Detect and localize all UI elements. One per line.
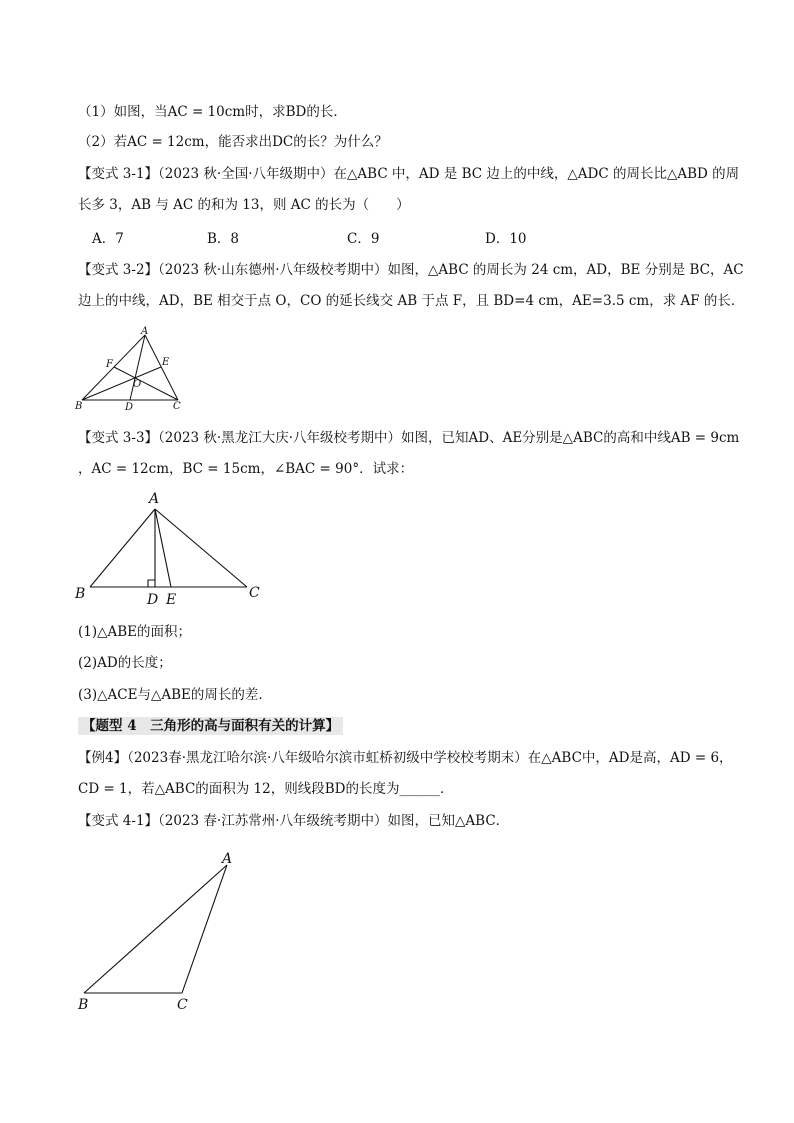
side-ab [90,509,155,587]
variant-3-2-line-2: 边上的中线，AD，BE 相交于点 O，CO 的延长线交 AB 于点 F，且 BD=4 cm，AE=3.5 cm，求 AF 的长． [78,293,745,309]
section-heading: 【题型 4 三角形的高与面积有关的计算】 [78,717,343,735]
label-a: A [149,491,160,507]
question-2: (2)AD的长度； [78,655,172,671]
label-a: A [222,851,233,867]
median-be [82,367,161,400]
label-c: C [177,997,188,1013]
question-1: (1)△ABE的面积； [78,624,192,640]
option-b: B．8 [207,231,240,247]
problem-part-1: （1）如图，当AC = 10cm时，求BD的长． [78,104,347,120]
median-ad [130,335,145,400]
right-angle-mark [148,580,155,587]
example-4-line-1: 【例4】（2023春·黑龙江哈尔滨·八年级哈尔滨市虹桥初级中学校校考期末）在△ABC中，AD是高，AD = 6， [78,750,733,766]
example-4-line-2: CD = 1，若△ABC的面积为 12，则线段BD的长度为______． [78,781,454,797]
label-o: O [133,379,142,390]
label-c: C [173,401,181,412]
figure-right-triangle [70,485,280,610]
label-e: E [162,357,170,368]
label-e: E [166,592,177,608]
variant-3-3-line-1: 【变式 3-3】（2023 秋·黑龙江大庆·八年级校考期中）如图，已知AD、AE分别是△ABC的高和中线AB = 9cm [78,430,740,446]
side-ac [182,865,227,993]
label-b: B [75,401,83,412]
option-c: C．9 [347,231,380,247]
problem-part-2: （2）若AC = 12cm，能否求出DC的长？为什么？ [78,134,388,150]
figure-obtuse-triangle [70,845,250,1020]
option-a: A．7 [92,231,124,247]
label-f: F [106,359,113,370]
label-c: C [249,585,260,601]
label-b: B [78,997,89,1013]
label-d: D [147,592,159,608]
label-a: A [141,326,149,337]
figure-triangle-medians [70,325,200,415]
variant-3-1-line-1: 【变式 3-1】（2023 秋·全国·八年级期中）在△ABC 中，AD 是 BC 边上的中线，△ADC 的周长比△ABD 的周 [78,166,740,182]
side-ab [84,865,227,993]
side-ab [82,335,145,400]
question-3: (3)△ACE与△ABE的周长的差． [78,687,272,703]
option-d: D．10 [485,231,527,247]
label-b: B [75,586,86,602]
variant-3-1-line-2: 长多 3，AB 与 AC 的和为 13，则 AC 的长为（ ） [78,197,410,213]
variant-4-1-line: 【变式 4-1】（2023 春·江苏常州·八年级统考期中）如图，已知△ABC． [78,813,510,829]
variant-3-3-line-2: ，AC = 12cm，BC = 15cm，∠BAC = 90°．试求： [78,461,414,477]
label-d: D [125,402,134,413]
variant-3-2-line-1: 【变式 3-2】（2023 秋·山东德州·八年级校考期中）如图，△ABC 的周长为 24 cm，AD，BE 分别是 BC，AC [78,262,744,278]
line-cf [114,367,178,400]
